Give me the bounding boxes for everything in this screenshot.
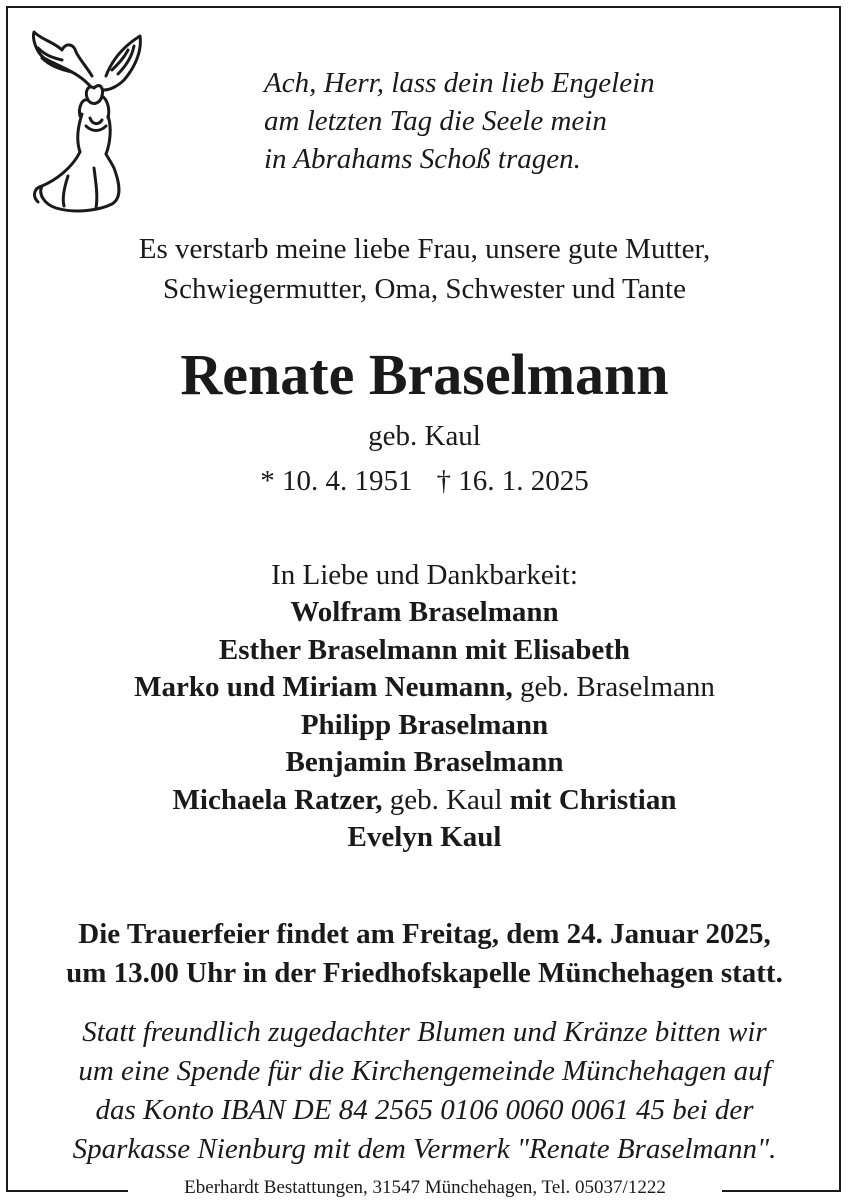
intro-line: Es verstarb meine liebe Frau, unsere gute Mutter, <box>138 233 711 265</box>
angel-icon <box>28 28 146 220</box>
mourners-list <box>0 594 849 857</box>
mourner: Evelyn Kaul <box>347 821 502 853</box>
intro-line: Schwiegermutter, Oma, Schwester und Tante <box>163 273 686 305</box>
birth-date: * 10. 4. 1951 <box>260 465 413 497</box>
mourner: Marko und Miriam Neumann, <box>134 671 513 703</box>
mourner: Philipp Braselmann <box>300 708 549 741</box>
mourners-heading: In Liebe und Dankbarkeit: <box>271 559 578 591</box>
ceremony-info <box>0 915 849 993</box>
ceremony-line: um 13.00 Uhr in der Friedhofskapelle Münchehagen statt. <box>66 957 783 989</box>
mourner: Michaela Ratzer, <box>172 783 383 816</box>
donation-line: Statt freundlich zugedachter Blumen und Kränze bitten wir <box>82 1016 767 1048</box>
verse <box>264 64 784 178</box>
life-dates <box>0 462 849 500</box>
donation-line: Sparkasse Nienburg mit dem Vermerk "Renate Braselmann". <box>72 1133 777 1165</box>
deceased-name: Renate Braselmann <box>180 342 669 407</box>
donation-line: das Konto IBAN DE 84 2565 0106 0060 0061 45 bei der <box>95 1094 754 1126</box>
mourner: Wolfram Braselmann <box>290 596 559 628</box>
intro-text <box>0 229 849 309</box>
verse-line: Ach, Herr, lass dein lieb Engelein <box>264 67 655 99</box>
verse-line: am letzten Tag die Seele mein <box>264 105 607 137</box>
donation-request <box>0 1013 849 1169</box>
mourner-note: geb. Braselmann <box>520 671 715 703</box>
mourner: Esther Braselmann mit Elisabeth <box>218 633 631 666</box>
verse-line: in Abrahams Schoß tragen. <box>264 143 581 175</box>
mourner-note: geb. Kaul <box>389 783 503 816</box>
mourner-companion: mit Christian <box>509 783 677 816</box>
undertaker-footer: Eberhardt Bestattungen, 31547 Münchehagen, Tel. 05037/1222 <box>128 1175 722 1200</box>
donation-line: um eine Spende für die Kirchengemeinde Münchehagen auf <box>78 1055 771 1087</box>
ceremony-line: Die Trauerfeier findet am Freitag, dem 24. Januar 2025, <box>78 918 771 950</box>
death-date: † 16. 1. 2025 <box>436 465 589 497</box>
mourner: Benjamin Braselmann <box>285 746 564 778</box>
maiden-name: geb. Kaul <box>368 420 481 452</box>
